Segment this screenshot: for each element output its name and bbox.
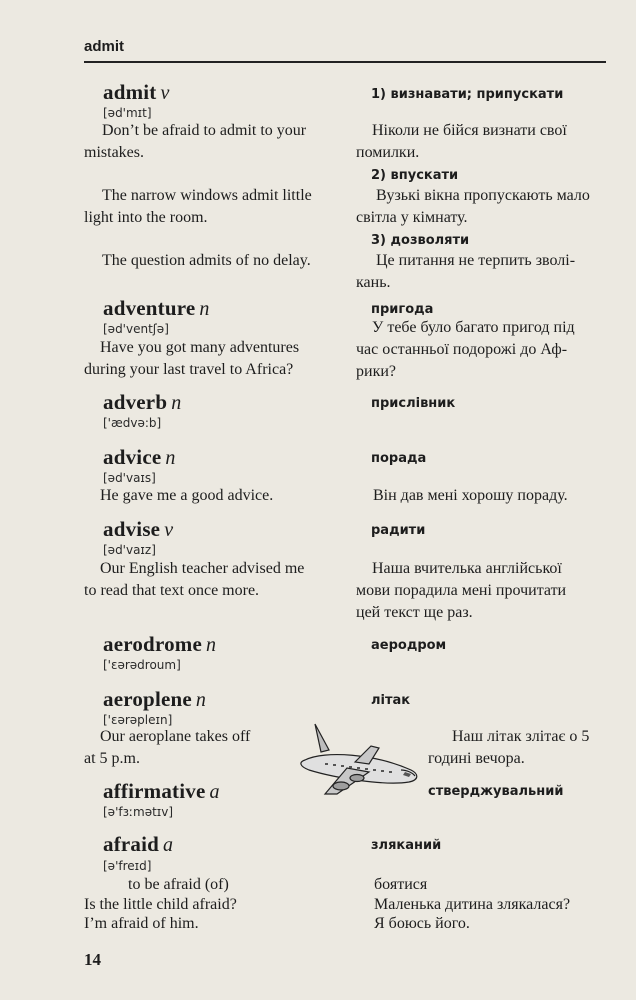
entry-affirmative [103,779,219,804]
entry-advise [103,517,173,542]
example-uk: Я боюсь його. [374,915,470,932]
transcription: [əd'ventʃə] [103,322,169,336]
example-line: рики? [356,363,396,380]
phrase-uk: боятися [374,876,428,893]
translation: порада [371,451,427,466]
example-uk [356,558,566,624]
example-line: Our English teacher advised me [100,560,305,577]
example-line: to read that text once more. [84,582,260,599]
example-en: Is the little child afraid? [84,896,237,913]
part-of-speech: n [171,392,182,414]
example-line: Ніколи не бійся визнати свої [372,122,567,139]
example-en [84,185,312,229]
example-line: Вузькі вікна пропускають мало [376,187,590,204]
part-of-speech: n [195,689,206,711]
headword: afraid [103,832,160,856]
translation: стверджувальний [428,784,564,799]
example-line: at 5 p.m. [84,750,140,767]
transcription: [əd'vaɪs] [103,471,156,485]
transcription: [ə'freɪd] [103,859,152,873]
translation: літак [371,693,411,708]
transcription: ['ɛərədroum] [103,658,181,672]
example-uk [356,250,575,294]
translation: аеродром [371,638,447,653]
transcription: ['ɛərəpleɪn] [103,713,173,727]
header-rule [84,61,606,63]
example-line: помилки. [356,144,420,161]
part-of-speech: n [206,634,216,656]
part-of-speech: v [160,82,170,104]
example-line: Our aeroplane takes off [100,728,251,745]
example-en: The question admits of no delay. [102,252,311,269]
headword: advise [103,517,161,541]
headword: adverb [103,390,168,414]
entry-aeroplene [103,687,206,712]
entry-adverb [103,390,181,415]
headword: affirmative [103,779,206,803]
example-line: light into the room. [84,209,208,226]
example-en [84,120,306,164]
example-line: Наша вчителька англійської [372,560,562,577]
example-uk [428,726,589,770]
headword: aeroplene [103,687,192,711]
example-en [84,558,304,602]
entry-adventure [103,296,209,321]
example-line: The narrow windows admit little [102,187,312,204]
example-uk [356,317,575,383]
translation: зляканий [371,838,442,853]
transcription: [ə'fɜːmətɪv] [103,805,174,819]
example-line: Don’t be afraid to admit to your [102,122,307,139]
headword: admit [103,80,157,104]
entry-aerodrome [103,632,216,657]
example-line: кань. [356,274,391,291]
sense-label: 3) дозволяти [371,233,470,248]
translation: прислівник [371,396,456,411]
transcription: [əd'mɪt] [103,106,152,120]
example-uk: Маленька дитина злякалася? [374,896,571,913]
part-of-speech: a [209,781,220,803]
example-line: Наш літак злітає о 5 [452,728,590,745]
example-uk [356,185,590,229]
headword: aerodrome [103,632,202,656]
headword: adventure [103,296,196,320]
part-of-speech: n [165,447,176,469]
example-line: годині вечора. [428,750,525,767]
part-of-speech: n [199,298,210,320]
example-uk [356,120,567,164]
part-of-speech: v [164,519,174,541]
phrase-en: to be afraid (of) [128,876,229,893]
example-en: I’m afraid of him. [84,915,199,932]
entry-admit [103,80,169,105]
sense-label: 2) впускати [371,168,459,183]
example-line: mistakes. [84,144,144,161]
example-line: цей текст ще раз. [356,604,473,621]
example-line: У тебе було багато пригод під [372,319,575,336]
page-number: 14 [84,950,101,969]
entry-advice [103,445,175,470]
example-line: час останньої подорожі до Аф- [356,341,568,358]
example-line: during your last travel to Africa? [84,361,294,378]
headword: advice [103,445,162,469]
running-head: admit [84,38,125,55]
translation: радити [371,523,426,538]
example-en [84,337,299,381]
example-en [84,726,250,770]
translation: пригода [371,302,434,317]
example-line: Have you got many adventures [100,339,300,356]
transcription: ['ædvə:b] [103,416,162,430]
example-en: He gave me a good advice. [100,487,274,504]
entry-afraid [103,832,173,857]
example-line: світла у кімнату. [356,209,468,226]
sense-label: 1) визнавати; припускати [371,87,564,102]
example-line: Це питання не терпить зволі- [376,252,576,269]
airplane-illustration [285,716,425,798]
example-uk: Він дав мені хорошу пораду. [373,487,568,504]
part-of-speech: a [163,834,174,856]
transcription: [əd'vaɪz] [103,543,156,557]
example-line: мови порадила мені прочитати [356,582,567,599]
